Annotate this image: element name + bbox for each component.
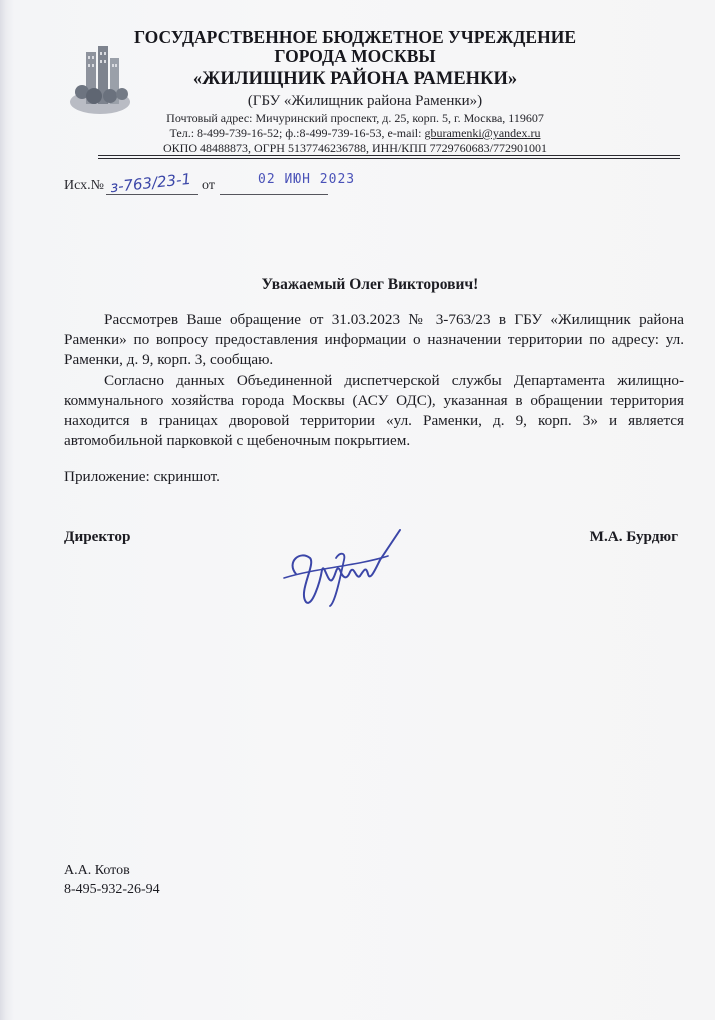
org-name-line-1: ГОСУДАРСТВЕННОЕ БЮДЖЕТНОЕ УЧРЕЖДЕНИЕ — [133, 27, 576, 47]
org-name-line-2: ГОРОДА МОСКВЫ — [274, 46, 436, 66]
contacts-phone-fax: Тел.: 8-499-739-16-52; ф.:8-499-739-16-53, e-mail: — [169, 126, 422, 140]
executor-phone: 8-495-932-26-94 — [64, 882, 160, 897]
executor-name: А.А. Котов — [64, 863, 130, 878]
signer-position: Директор — [64, 528, 131, 545]
attachment-note: Приложение: скриншот. — [64, 468, 220, 485]
org-short-name: (ГБУ «Жилищник района Раменки») — [247, 93, 483, 109]
paragraph: Рассмотрев Ваше обращение от 31.03.2023 № 3-763/23 в ГБУ «Жилищник района Раменки» по вопросу предоставления информации о назначении территории по адресу: ул. Раменки, д. 9, корп. 3, сообщаю. — [64, 311, 684, 368]
paragraph: Согласно данных Объединенной диспетчерской службы Департамента жилищно-коммунального хозяйства города Москвы (АСУ ОДС), указанная в обращении территория находится в границах дворовой территории «ул. Раменки, д. 9, корп. 3» и является автомобильной парковкой с щебеночным покрытием. — [64, 372, 684, 449]
date-label: от — [202, 178, 215, 193]
signer-name: М.А. Бурдюг — [589, 528, 678, 545]
postal-address: Почтовый адрес: Мичуринский проспект, д. 25, корп. 5, г. Москва, 119607 — [166, 111, 544, 125]
outgoing-label: Исх.№ — [64, 178, 104, 193]
header-divider-top — [98, 155, 680, 156]
date-underline — [220, 194, 328, 195]
executor-info — [64, 861, 160, 899]
letter-body — [64, 310, 684, 452]
org-name-line-3: «ЖИЛИЩНИК РАЙОНА РАМЕНКИ» — [192, 69, 518, 89]
outgoing-number-handwritten: з-763/23-1 — [109, 169, 192, 197]
email-link[interactable]: gburamenki@yandex.ru — [424, 126, 541, 140]
registry-codes: ОКПО 48488873, ОГРН 5137746236788, ИНН/КПП 7729760683/772901001 — [163, 141, 547, 155]
greeting: Уважаемый Олег Викторович! — [261, 276, 479, 293]
contacts — [110, 126, 600, 141]
header-divider-bottom — [98, 158, 680, 159]
handwritten-signature-icon — [276, 522, 416, 614]
date-stamp: 02 ИЮН 2023 — [258, 172, 356, 187]
